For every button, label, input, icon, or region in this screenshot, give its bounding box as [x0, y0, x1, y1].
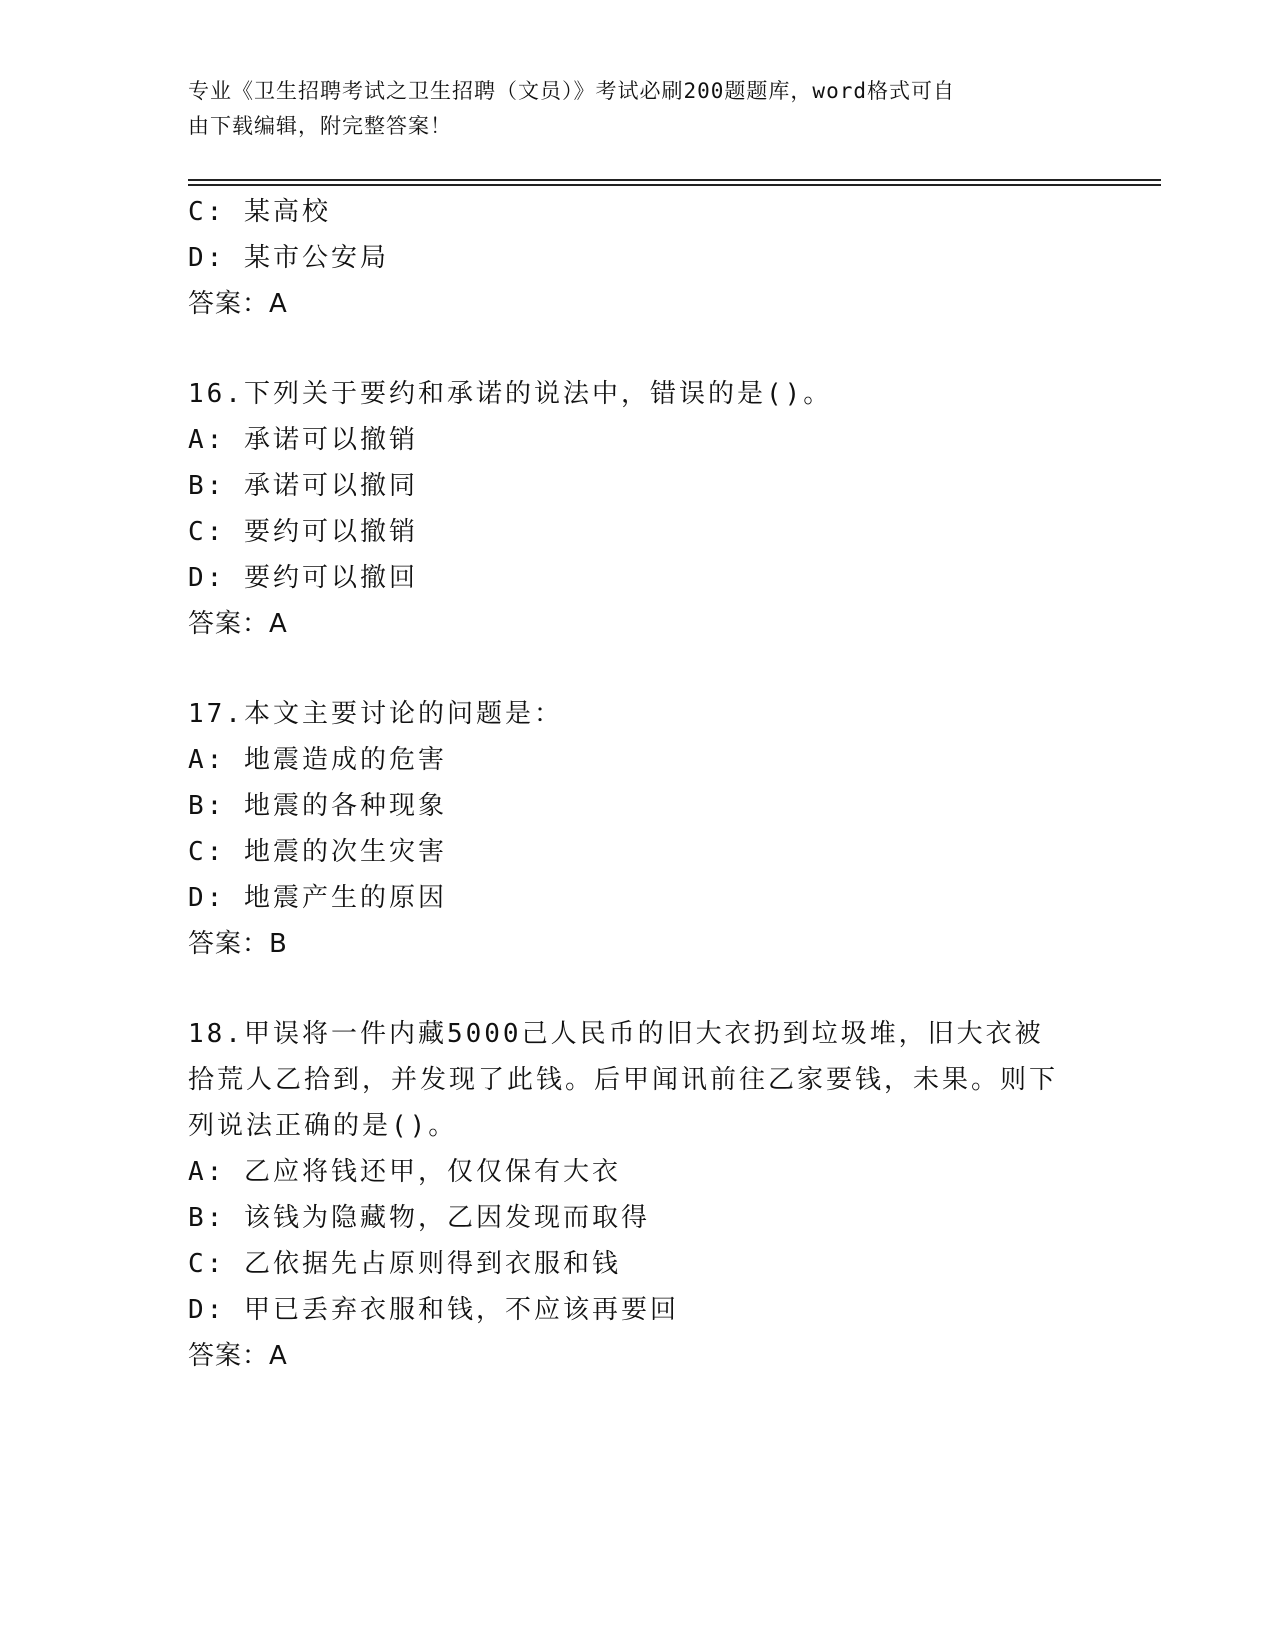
answer-line: 答案：A	[188, 1341, 288, 1371]
question-17	[188, 691, 1088, 967]
header-rule-top	[188, 179, 1161, 181]
header-line-2: 由下载编辑，附完整答案！	[188, 114, 452, 138]
question-stem: 17.本文主要讨论的问题是：	[188, 699, 563, 729]
question-stem: 16.下列关于要约和承诺的说法中，错误的是()。	[188, 379, 833, 409]
question-gap	[188, 967, 1088, 1011]
option-c: C: 某高校	[188, 197, 331, 227]
option-d: D: 某市公安局	[188, 243, 389, 273]
option-c: C: 乙依据先占原则得到衣服和钱	[188, 1249, 621, 1279]
option-a: A: 乙应将钱还甲，仅仅保有大衣	[188, 1157, 621, 1187]
question-content	[188, 189, 1088, 1379]
question-stem: 18.甲误将一件内藏5000己人民币的旧大衣扔到垃圾堆，旧大衣被拾荒人乙拾到，并发现了此钱。后甲闻讯前往乙家要钱，未果。则下列说法正确的是()。	[188, 1019, 1059, 1141]
option-a: A: 地震造成的危害	[188, 745, 447, 775]
question-18	[188, 1011, 1088, 1379]
question-15-carryover	[188, 189, 1088, 327]
header-rule-bottom	[188, 184, 1161, 186]
header-line-1: 专业《卫生招聘考试之卫生招聘（文员）》考试必刷200题题库，word格式可自	[188, 79, 955, 103]
answer-line: 答案：B	[188, 929, 288, 959]
option-b: B: 该钱为隐藏物，乙因发现而取得	[188, 1203, 650, 1233]
option-c: C: 地震的次生灾害	[188, 837, 447, 867]
option-a: A: 承诺可以撤销	[188, 425, 418, 455]
document-header	[188, 74, 1078, 144]
option-d: D: 地震产生的原因	[188, 883, 447, 913]
option-d: D: 要约可以撤回	[188, 563, 418, 593]
question-16	[188, 371, 1088, 647]
option-b: B: 承诺可以撤同	[188, 471, 418, 501]
option-c: C: 要约可以撤销	[188, 517, 418, 547]
question-gap	[188, 647, 1088, 691]
option-b: B: 地震的各种现象	[188, 791, 447, 821]
answer-line: 答案：A	[188, 289, 288, 319]
answer-line: 答案：A	[188, 609, 288, 639]
question-gap	[188, 327, 1088, 371]
option-d: D: 甲已丢弃衣服和钱，不应该再要回	[188, 1295, 679, 1325]
